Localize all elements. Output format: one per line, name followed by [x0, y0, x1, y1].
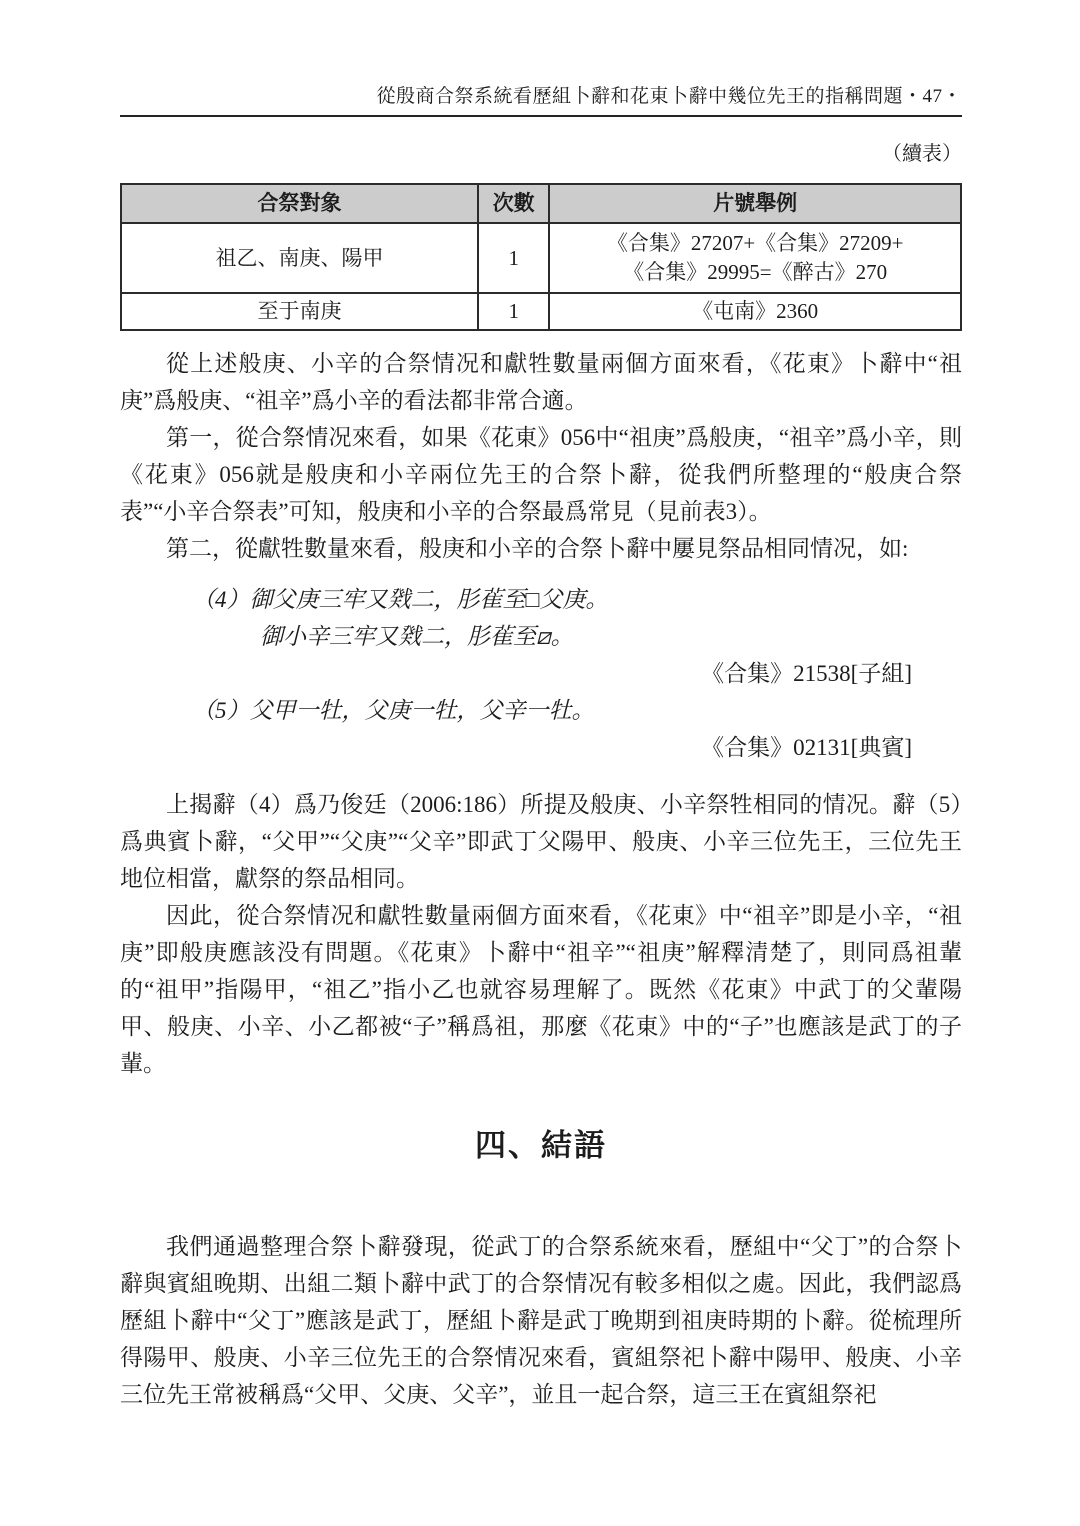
joint-sacrifice-table	[120, 183, 962, 331]
section-heading: 四、結語	[475, 1128, 607, 1163]
cell-examples	[549, 223, 961, 293]
table-header-row	[121, 184, 961, 223]
paragraph-1: 從上述般庚、小辛的合祭情况和獻牲數量兩個方面來看，《花東》卜辭中“祖庚”爲般庚、“祖辛”爲小辛的看法都非常合適。	[120, 351, 962, 413]
inscription-4-source: 《合集》21538[子組]	[701, 661, 912, 686]
column-header-count: 次數	[478, 184, 549, 223]
paragraph-5: 因此，從合祭情况和獻牲數量兩個方面來看，《花東》中“祖辛”即是小辛，“祖庚”即般庚應該没有問題。《花東》卜辭中“祖辛”“祖庚”解釋清楚了，則同爲祖輩的“祖甲”指陽甲，“祖乙”指小乙也就容易理解了。既然《花東》中武丁的父輩陽甲、般庚、小辛、小乙都被“子”稱爲祖，那麼《花東》中的“子”也應該是武丁的子輩。	[120, 903, 962, 1076]
column-header-examples: 片號舉例	[549, 184, 961, 223]
cell-count: 1	[478, 293, 549, 330]
cell-object: 至于南庚	[121, 293, 478, 330]
paragraph-3: 第二，從獻牲數量來看，般庚和小辛的合祭卜辭中屢見祭品相同情况，如:	[166, 536, 909, 561]
example-line: 《合集》29995=《醉古》270	[623, 260, 888, 284]
table-row	[121, 293, 961, 330]
inscription-quotes	[120, 581, 962, 766]
cell-examples: 《屯南》2360	[549, 293, 961, 330]
inscription-4-line-2: 御小辛三牢又戣二，肜雈至⧄。	[260, 624, 574, 649]
cell-count: 1	[478, 223, 549, 293]
header-rule	[120, 115, 962, 117]
paragraph-6: 我們通過整理合祭卜辭發現，從武丁的合祭系統來看，歷組中“父丁”的合祭卜辭與賓組晚期、出組二類卜辭中武丁的合祭情况有較多相似之處。因此，我們認爲歷組卜辭中“父丁”應該是武丁，歷組卜辭是武丁晚期到祖庚時期的卜辭。從梳理所得陽甲、般庚、小辛三位先王的合祭情况來看，賓組祭祀卜辭中陽甲、般庚、小辛三位先王常被稱爲“父甲、父庚、父辛”，並且一起合祭，這三王在賓組祭祀	[120, 1234, 962, 1407]
cell-object: 祖乙、南庚、陽甲	[121, 223, 478, 293]
column-header-object: 合祭對象	[121, 184, 478, 223]
paragraph-4: 上揭辭（4）爲乃俊廷（2006:186）所提及般庚、小辛祭牲相同的情况。辭（5）爲典賓卜辭，“父甲”“父庚”“父辛”即武丁父陽甲、般庚、小辛三位先王，三位先王地位相當，獻祭的祭品相同。	[120, 792, 962, 891]
example-line: 《合集》27207+《合集》27209+	[606, 231, 904, 255]
inscription-5-source: 《合集》02131[典賓]	[701, 735, 912, 760]
paragraph-2: 第一，從合祭情况來看，如果《花東》056中“祖庚”爲般庚，“祖辛”爲小辛，則《花東》056就是般庚和小辛兩位先王的合祭卜辭，從我們所整理的“般庚合祭表”“小辛合祭表”可知，般庚和小辛的合祭最爲常見（見前表3）。	[120, 425, 962, 524]
inscription-5-line: （5）父甲一牡，父庚一牡，父辛一牡。	[192, 698, 595, 723]
table-row	[121, 223, 961, 293]
inscription-4-line-1: （4）御父庚三牢又戣二，肜雈至□父庚。	[192, 587, 609, 612]
running-head: 從殷商合祭系統看歷組卜辭和花東卜辭中幾位先王的指稱問題・47・	[376, 86, 962, 107]
continuation-note: （續表）	[882, 143, 962, 165]
